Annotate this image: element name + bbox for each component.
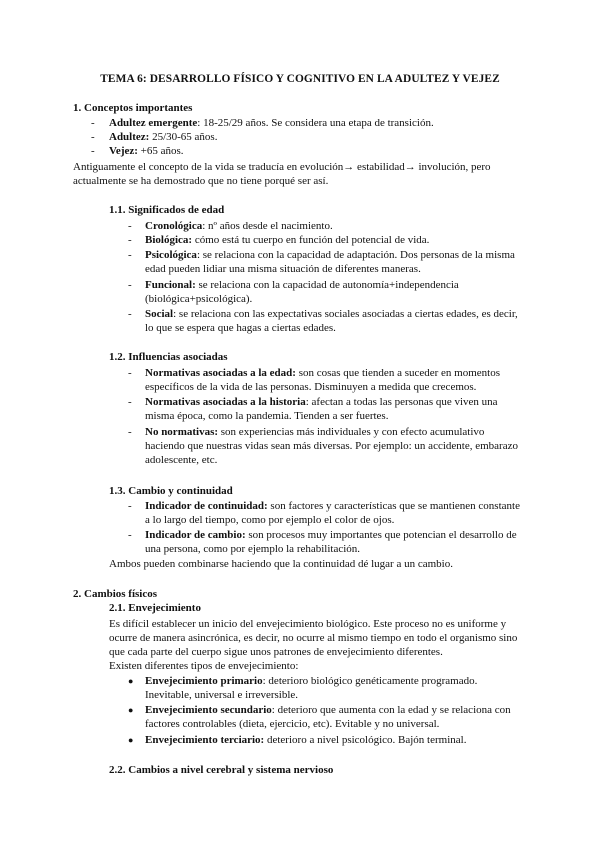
- list-item-continuation: haciendo que nuestras vidas sean más diversas. Por ejemplo: un accidente, embarazo: [145, 440, 518, 452]
- list-item: Adultez emergente: 18-25/29 años. Se considera una etapa de transición.: [109, 117, 434, 129]
- section-1-1-heading: 1.1. Significados de edad: [109, 204, 225, 216]
- bullet-icon: ●: [128, 705, 134, 715]
- section-1-3-heading: 1.3. Cambio y continuidad: [109, 485, 233, 497]
- paragraph-line: Ambos pueden combinarse haciendo que la continuidad dé lugar a un cambio.: [109, 558, 453, 570]
- list-item-continuation: factores controlables (dieta, ejercicio, etc). Evitable y no universal.: [145, 718, 440, 730]
- list-item-continuation: adolescente, etc.: [145, 454, 218, 466]
- dash-marker: -: [91, 131, 95, 143]
- section-1-2-heading: 1.2. Influencias asociadas: [109, 351, 228, 363]
- list-item: Funcional: se relaciona con la capacidad de autonomía+independencia: [145, 279, 459, 291]
- dash-marker: -: [91, 145, 95, 157]
- paragraph-line: Antiguamente el concepto de la vida se traducía en evolución→ estabilidad→ involución, pero: [73, 161, 491, 173]
- dash-marker: -: [128, 249, 132, 261]
- list-item: Social: se relaciona con las expectativas sociales asociadas a ciertas edades, es decir,: [145, 308, 518, 320]
- list-item-continuation: Inevitable, universal e irreversible.: [145, 689, 299, 701]
- bullet-icon: ●: [128, 735, 134, 745]
- list-item-continuation: lo que se espera que hagas a ciertas edades.: [145, 322, 336, 334]
- list-item: Normativas asociadas a la edad: son cosas que tienden a suceder en momentos: [145, 367, 501, 379]
- dash-marker: -: [91, 117, 95, 129]
- list-item-continuation: específicos de la vida de las personas. Disminuyen a medida que crecemos.: [145, 381, 477, 393]
- dash-marker: -: [128, 367, 132, 379]
- document-title: TEMA 6: DESARROLLO FÍSICO Y COGNITIVO EN LA ADULTEZ Y VEJEZ: [100, 73, 500, 85]
- list-item: Cronológica: nº años desde el nacimiento.: [145, 220, 333, 232]
- list-item: Normativas asociadas a la historia: afectan a todas las personas que viven una: [145, 396, 498, 408]
- section-2-2-heading: 2.2. Cambios a nivel cerebral y sistema nervioso: [109, 764, 334, 776]
- bullet-icon: ●: [128, 676, 134, 686]
- dash-marker: -: [128, 529, 132, 541]
- section-1-heading: 1. Conceptos importantes: [73, 102, 193, 114]
- paragraph-line: actualmente se ha demostrado que no tiene porqué ser así.: [73, 175, 329, 187]
- section-2-heading: 2. Cambios físicos: [73, 588, 158, 600]
- list-item: No normativas: son experiencias más individuales y con efecto acumulativo: [145, 426, 485, 438]
- list-item: Psicológica: se relaciona con la capacidad de adaptación. Dos personas de la misma: [145, 249, 515, 261]
- list-item: Adultez: 25/30-65 años.: [109, 131, 218, 143]
- paragraph-line: Es difícil establecer un inicio del envejecimiento biológico. Este proceso no es uniforme y: [109, 618, 507, 630]
- list-item: Envejecimiento secundario: deterioro que aumenta con la edad y se relaciona con: [145, 704, 511, 716]
- dash-marker: -: [128, 396, 132, 408]
- dash-marker: -: [128, 308, 132, 320]
- list-item: Indicador de cambio: son procesos muy importantes que potencian el desarrollo de: [145, 529, 517, 541]
- paragraph-line: que cada parte del cuerpo sigue unos patrones de envejecimiento diferentes.: [109, 646, 443, 658]
- list-item: Vejez: +65 años.: [109, 145, 184, 157]
- list-item-continuation: a lo largo del tiempo, como por ejemplo el color de ojos.: [145, 514, 395, 526]
- list-item-continuation: (biológica+psicológica).: [145, 293, 253, 305]
- list-item-continuation: misma época, como la pandemia. Tienden a ser fuertes.: [145, 410, 389, 422]
- list-item: Biológica: cómo está tu cuerpo en función del potencial de vida.: [145, 234, 430, 246]
- dash-marker: -: [128, 220, 132, 232]
- dash-marker: -: [128, 426, 132, 438]
- list-item-continuation: una persona, como por ejemplo la rehabilitación.: [145, 543, 361, 555]
- dash-marker: -: [128, 500, 132, 512]
- dash-marker: -: [128, 234, 132, 246]
- list-item: Indicador de continuidad: son factores y características que se mantienen constante: [145, 500, 520, 512]
- section-2-1-heading: 2.1. Envejecimiento: [109, 602, 201, 614]
- paragraph-line: Existen diferentes tipos de envejecimiento:: [109, 660, 299, 672]
- list-item: Envejecimiento primario: deterioro biológico genéticamente programado.: [145, 675, 478, 687]
- list-item: Envejecimiento terciario: deterioro a nivel psicológico. Bajón terminal.: [145, 734, 467, 746]
- list-item-continuation: edad pueden lidiar una misma situación de diferentes maneras.: [145, 263, 421, 275]
- paragraph-line: ocurre de manera asincrónica, es decir, no ocurre al mismo tiempo en todo el organismo sino: [109, 632, 518, 644]
- dash-marker: -: [128, 279, 132, 291]
